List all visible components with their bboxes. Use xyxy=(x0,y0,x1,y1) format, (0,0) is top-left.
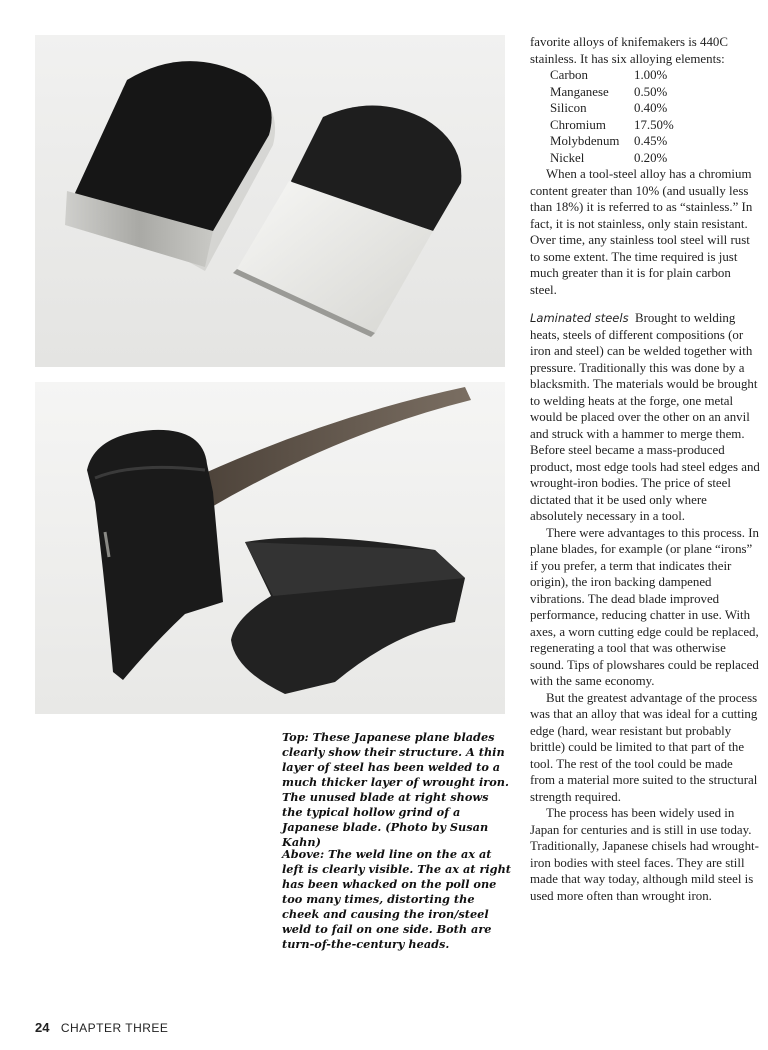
intro-paragraph: favorite alloys of knifemakers is 440C stainless. It has six alloying elements: xyxy=(530,35,728,66)
axe-heads-photo xyxy=(35,382,505,714)
page-number: 24 xyxy=(35,1020,50,1035)
laminated-text: Brought to welding heats, steels of different compositions (or iron and steel) can be welded together with pressure. Traditionally this was done by a blacksmith. The materials would be brought to welding heats at the forge, one metal would be placed over the other on an anvil and struck with a hammer to merge them. Before steel became a mass-produced product, most edge tools had steel edges and wrought-iron bodies. The price of steel dictated that it be used only where absolutely necessary in a tool. xyxy=(530,311,760,523)
plane-blades-photo xyxy=(35,35,505,367)
alloy-element-name: Molybdenum xyxy=(550,134,620,148)
chapter-label: CHAPTER THREE xyxy=(60,1021,169,1035)
alloy-composition-table xyxy=(550,67,674,166)
alloy-element-name: Manganese xyxy=(550,84,609,99)
alloy-row xyxy=(550,150,674,167)
advantages-paragraph: There were advantages to this process. In plane blades, for example (or plane “irons” if you prefer, a term that indicates their origin), the iron backing dampened vibrations. The dead blade improved performance, reducing chatter in use. With axes, a worn cutting edge could be replaced, regenerating a tool that was otherwise sound. Tips of plowshares could be replaced with the same economy. xyxy=(530,525,759,688)
alloy-element-percent: 0.20% xyxy=(634,150,668,165)
alloy-row xyxy=(550,117,674,134)
alloy-element-percent: 1.00% xyxy=(634,68,668,82)
body-text-column xyxy=(530,34,760,904)
alloy-element-name: Chromium xyxy=(550,117,606,132)
alloy-row xyxy=(550,100,674,117)
stainless-paragraph: When a tool-steel alloy has a chromium content greater than 10% (and usually less than 18%) it is referred to as “stainless.” In fact, it is not stainless, only stain resistant. Over time, any stainless tool steel will rust to some extent. The time required is just much greater than it is for plain carbon steel. xyxy=(530,167,753,297)
alloy-element-name: Silicon xyxy=(550,101,587,115)
alloy-element-name: Nickel xyxy=(550,150,585,165)
alloy-element-percent: 0.40% xyxy=(634,101,668,115)
section-heading-laminated: Laminated steels xyxy=(530,311,629,325)
alloy-row xyxy=(550,84,674,101)
alloy-element-percent: 0.50% xyxy=(634,84,668,99)
laminated-paragraph xyxy=(530,310,760,525)
alloy-row xyxy=(550,67,674,84)
alloy-element-percent: 0.45% xyxy=(634,134,668,148)
caption-plane-blades: Top: These Japanese plane blades clearly show their structure. A thin layer of steel has been welded to a much thicker layer of wrought iron. The unused blade at right shows the typical hollow grind of a Japanese blade. (Photo by Susan Kahn) xyxy=(282,730,509,849)
greatest-advantage-paragraph: But the greatest advantage of the process was that an alloy that was ideal for a cutting edge (hard, wear resistant but probably brittle) could be limited to that part of the tool. The rest of the tool could be made from a material more suited to the structural strength required. xyxy=(530,690,758,804)
alloy-element-name: Carbon xyxy=(550,68,588,82)
alloy-element-percent: 17.50% xyxy=(634,117,674,132)
page-footer xyxy=(35,1020,168,1035)
caption-axes: Above: The weld line on the ax at left is clearly visible. The ax at right has been whacked on the poll one too many times, distorting the cheek and causing the iron/steel weld to fail on one side. Both are turn-of-the-century heads. xyxy=(282,847,512,951)
japan-paragraph: The process has been widely used in Japan for centuries and is still in use today. Traditionally, Japanese chisels had wrought-iron bodies with steel faces. They are still made that way today, although mild steel is used more often than wrought iron. xyxy=(530,806,759,903)
alloy-row xyxy=(550,133,674,150)
